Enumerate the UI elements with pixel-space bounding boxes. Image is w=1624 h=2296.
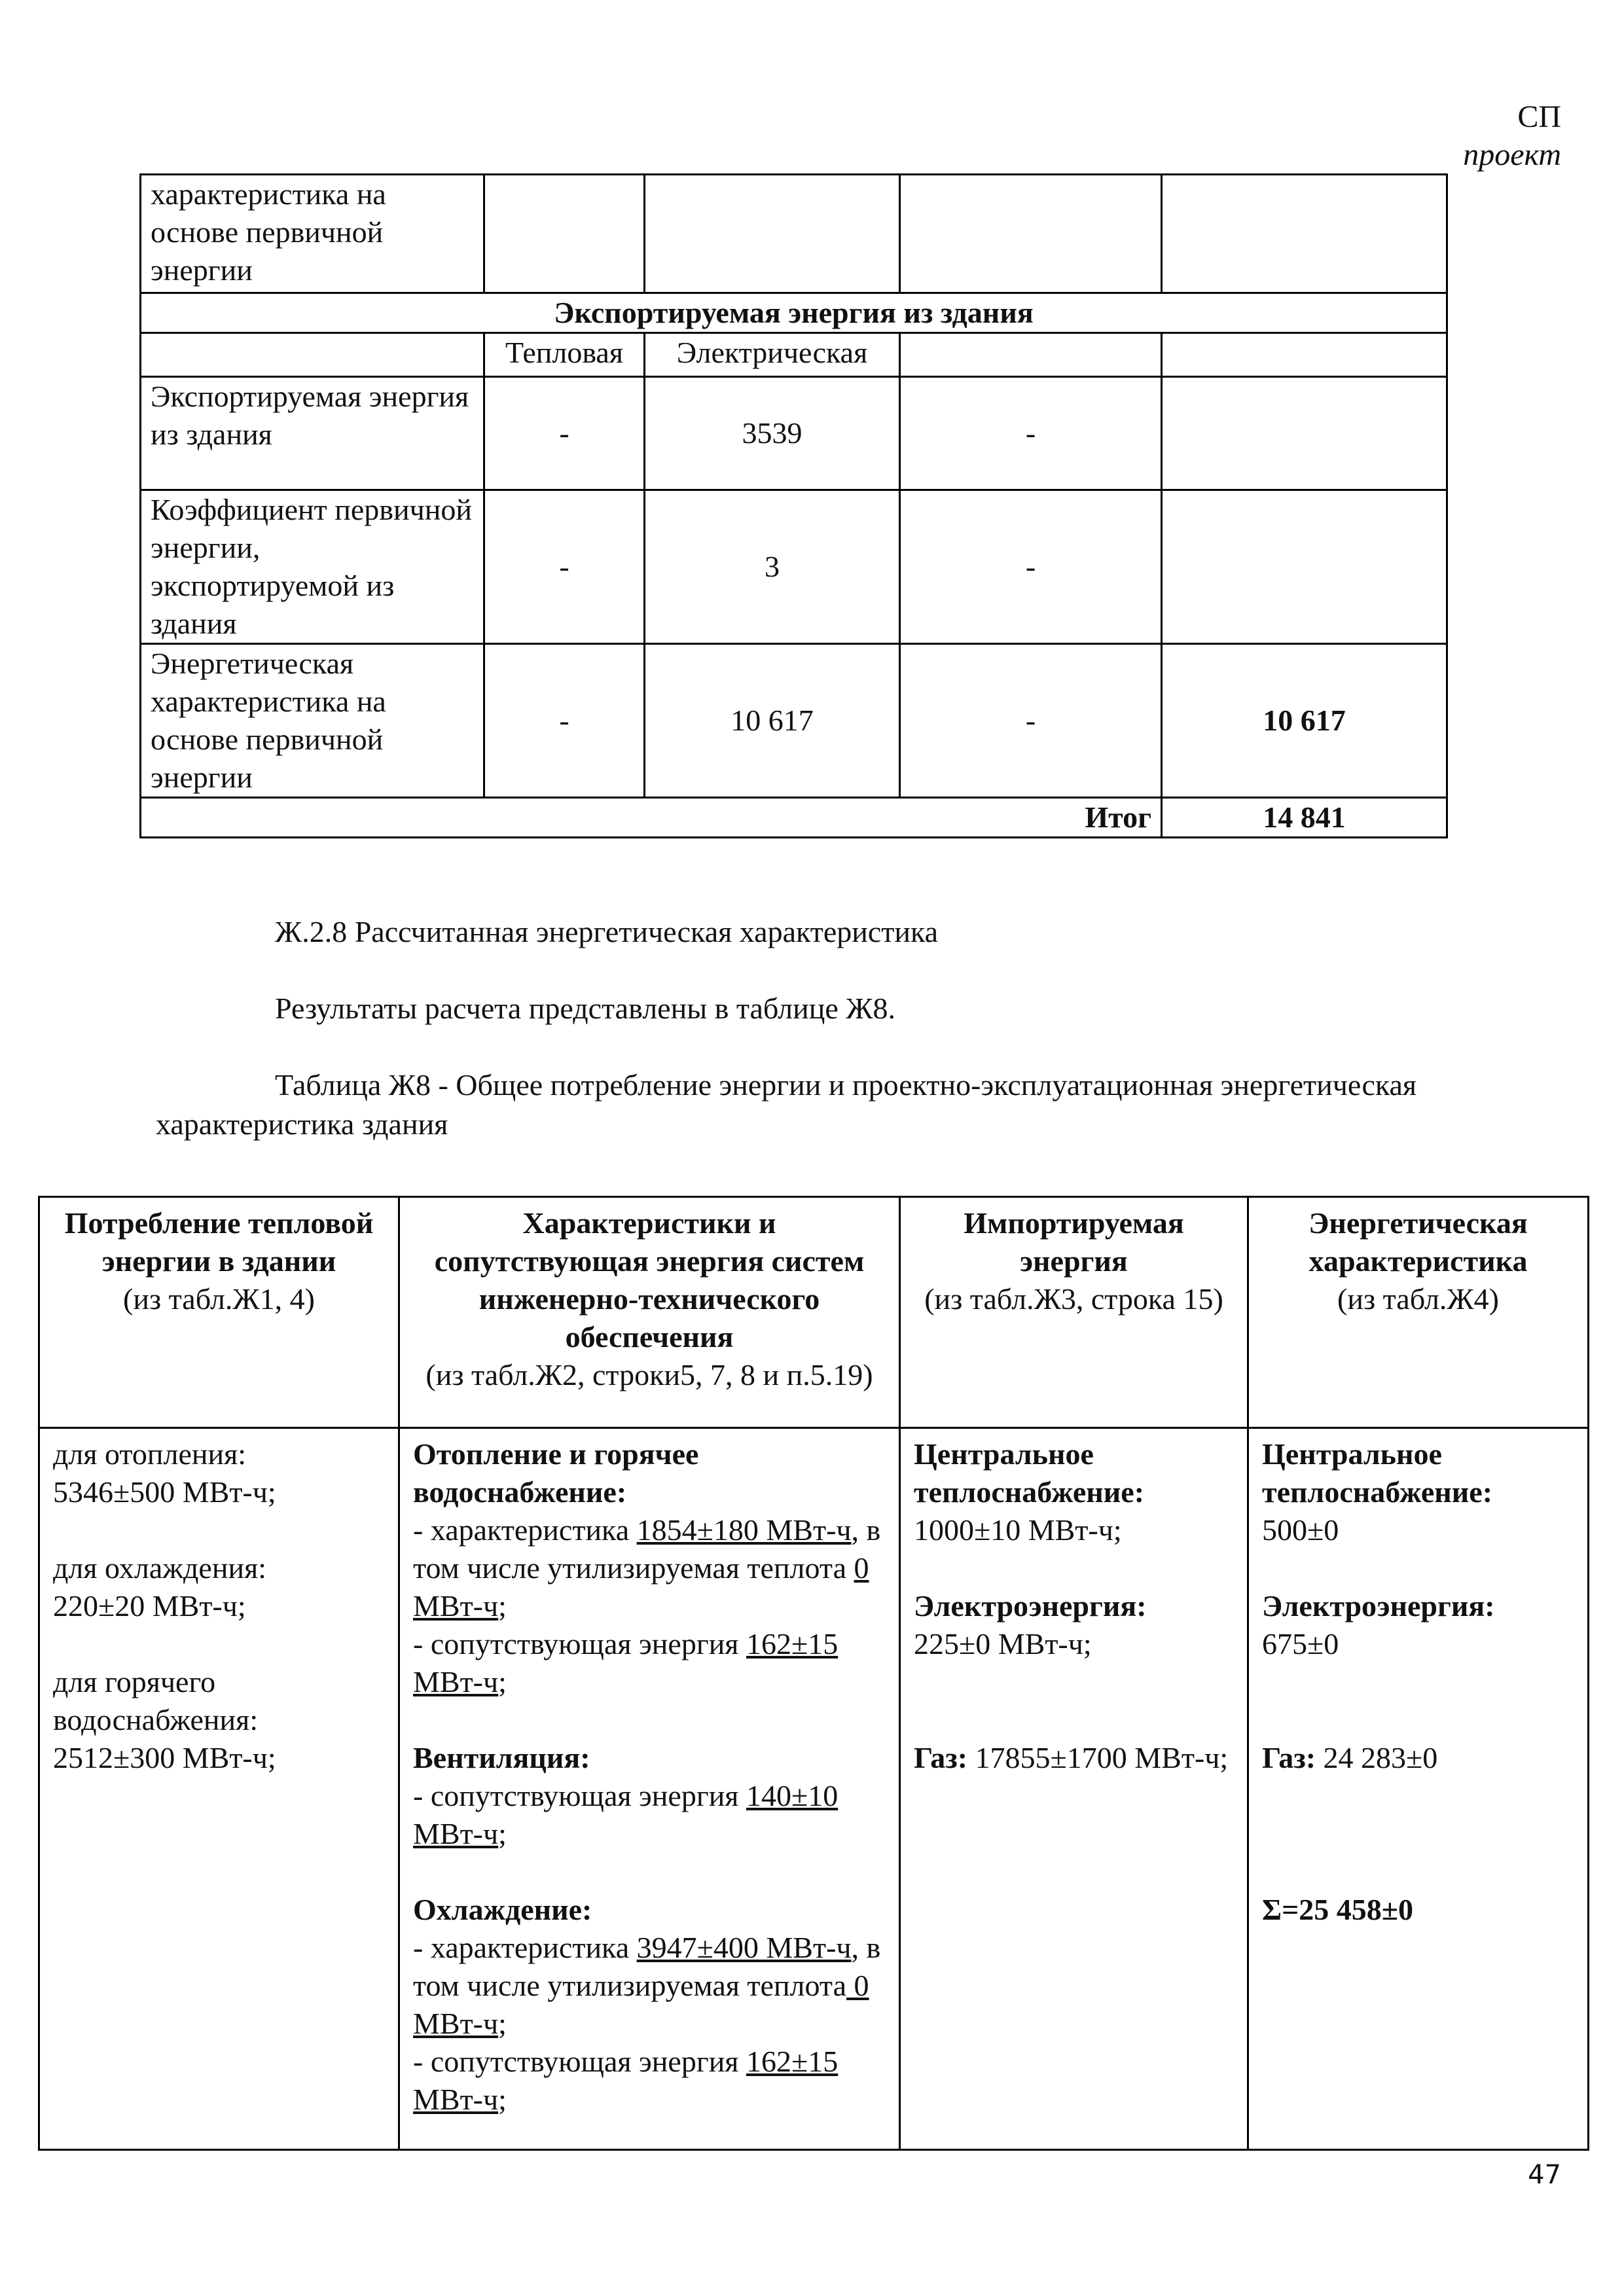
cell-total	[1162, 490, 1447, 644]
total-label: Итог	[141, 798, 1162, 838]
table-row	[39, 1428, 1589, 2150]
document-code: СП	[1517, 99, 1561, 134]
total-sum: Σ=25 458±0	[1262, 1893, 1414, 1926]
cell-total: 10 617	[1162, 644, 1447, 798]
column-header-consumption	[39, 1197, 399, 1428]
cell-total	[1162, 377, 1447, 490]
row-label: Экспортируемая энергия из здания	[141, 377, 484, 490]
cell-heat: -	[484, 377, 645, 490]
column-header-systems	[399, 1197, 900, 1428]
header-title: Потребление тепловой энергии в здании	[64, 1206, 374, 1278]
row-label: Коэффициент первичной энергии, экспортируемой из здания	[141, 490, 484, 644]
cell-electric: 3	[645, 490, 900, 644]
column-header-characteristic	[1248, 1197, 1589, 1428]
paragraph: Результаты расчета представлены в таблице Ж8.	[275, 992, 895, 1025]
document-status: проект	[1463, 137, 1561, 172]
table-row	[141, 798, 1447, 838]
header-note: (из табл.Ж4)	[1337, 1282, 1499, 1316]
cell-other: -	[900, 490, 1162, 644]
header-title: Энергетическая характеристика	[1308, 1206, 1528, 1278]
row-label: характеристика на основе первичной энергии	[141, 175, 484, 293]
cell-other: -	[900, 644, 1162, 798]
cell-electric: 3539	[645, 377, 900, 490]
table-row	[141, 175, 1447, 293]
table-row	[141, 377, 1447, 490]
column-header-electric: Электрическая	[645, 333, 900, 377]
table-row	[141, 293, 1447, 333]
table-row	[141, 490, 1447, 644]
section-title: Экспортируемая энергия из здания	[141, 293, 1447, 333]
cell-electric: 10 617	[645, 644, 900, 798]
table-row	[141, 644, 1447, 798]
imported-cell: Центральное теплоснабжение: 1000±10 МВт-ч; Электроэнергия: 225±0 МВт-ч; Газ: 17855±1700 МВт-ч;	[900, 1428, 1248, 2150]
header-title: Характеристики и сопутствующая энергия систем инженерно-технического обеспечения	[434, 1206, 865, 1354]
characteristic-cell: Центральное теплоснабжение: 500±0 Электроэнергия: 675±0 Газ: 24 283±0 Σ=25 458±0	[1248, 1428, 1589, 2150]
cell-other: -	[900, 377, 1162, 490]
section-heading: Ж.2.8 Рассчитанная энергетическая характеристика	[275, 915, 939, 948]
table-caption: Таблица Ж8 - Общее потребление энергии и проектно-эксплуатационная энергетическая характеристика здания	[156, 1068, 1417, 1141]
energy-consumption-table	[38, 1196, 1589, 2151]
header-title: Импортируемая энергия	[964, 1206, 1184, 1278]
column-header-heat: Тепловая	[484, 333, 645, 377]
row-label: Энергетическая характеристика на основе первичной энергии	[141, 644, 484, 798]
export-energy-table	[139, 173, 1448, 838]
table-header-row	[39, 1197, 1589, 1428]
table-row	[141, 333, 1447, 377]
header-note: (из табл.Ж3, строка 15)	[924, 1282, 1223, 1316]
systems-cell: Отопление и горячее водоснабжение: - характеристика 1854±180 МВт-ч, в том числе утилизируемая теплота 0 МВт-ч; - сопутствующая энергия 162±15 МВт-ч; Вентиляция: - сопутствующая энергия 140±10 МВт-ч; Охлаждение: - характеристика 3947±400 МВт-ч, в том числе утилизируемая теплота 0 МВт-ч; - сопутствующая энергия 162±15 МВт-ч;	[399, 1428, 900, 2150]
cell-heat: -	[484, 644, 645, 798]
header-note: (из табл.Ж2, строки5, 7, 8 и п.5.19)	[425, 1358, 873, 1391]
total-value: 14 841	[1162, 798, 1447, 838]
column-header-imported	[900, 1197, 1248, 1428]
cell-heat: -	[484, 490, 645, 644]
page-number: 47	[1528, 2160, 1561, 2190]
consumption-cell: для отопления: 5346±500 МВт-ч; для охлаждения: 220±20 МВт-ч; для горячего водоснабжения: 2512±300 МВт-ч;	[39, 1428, 399, 2150]
header-note: (из табл.Ж1, 4)	[123, 1282, 315, 1316]
